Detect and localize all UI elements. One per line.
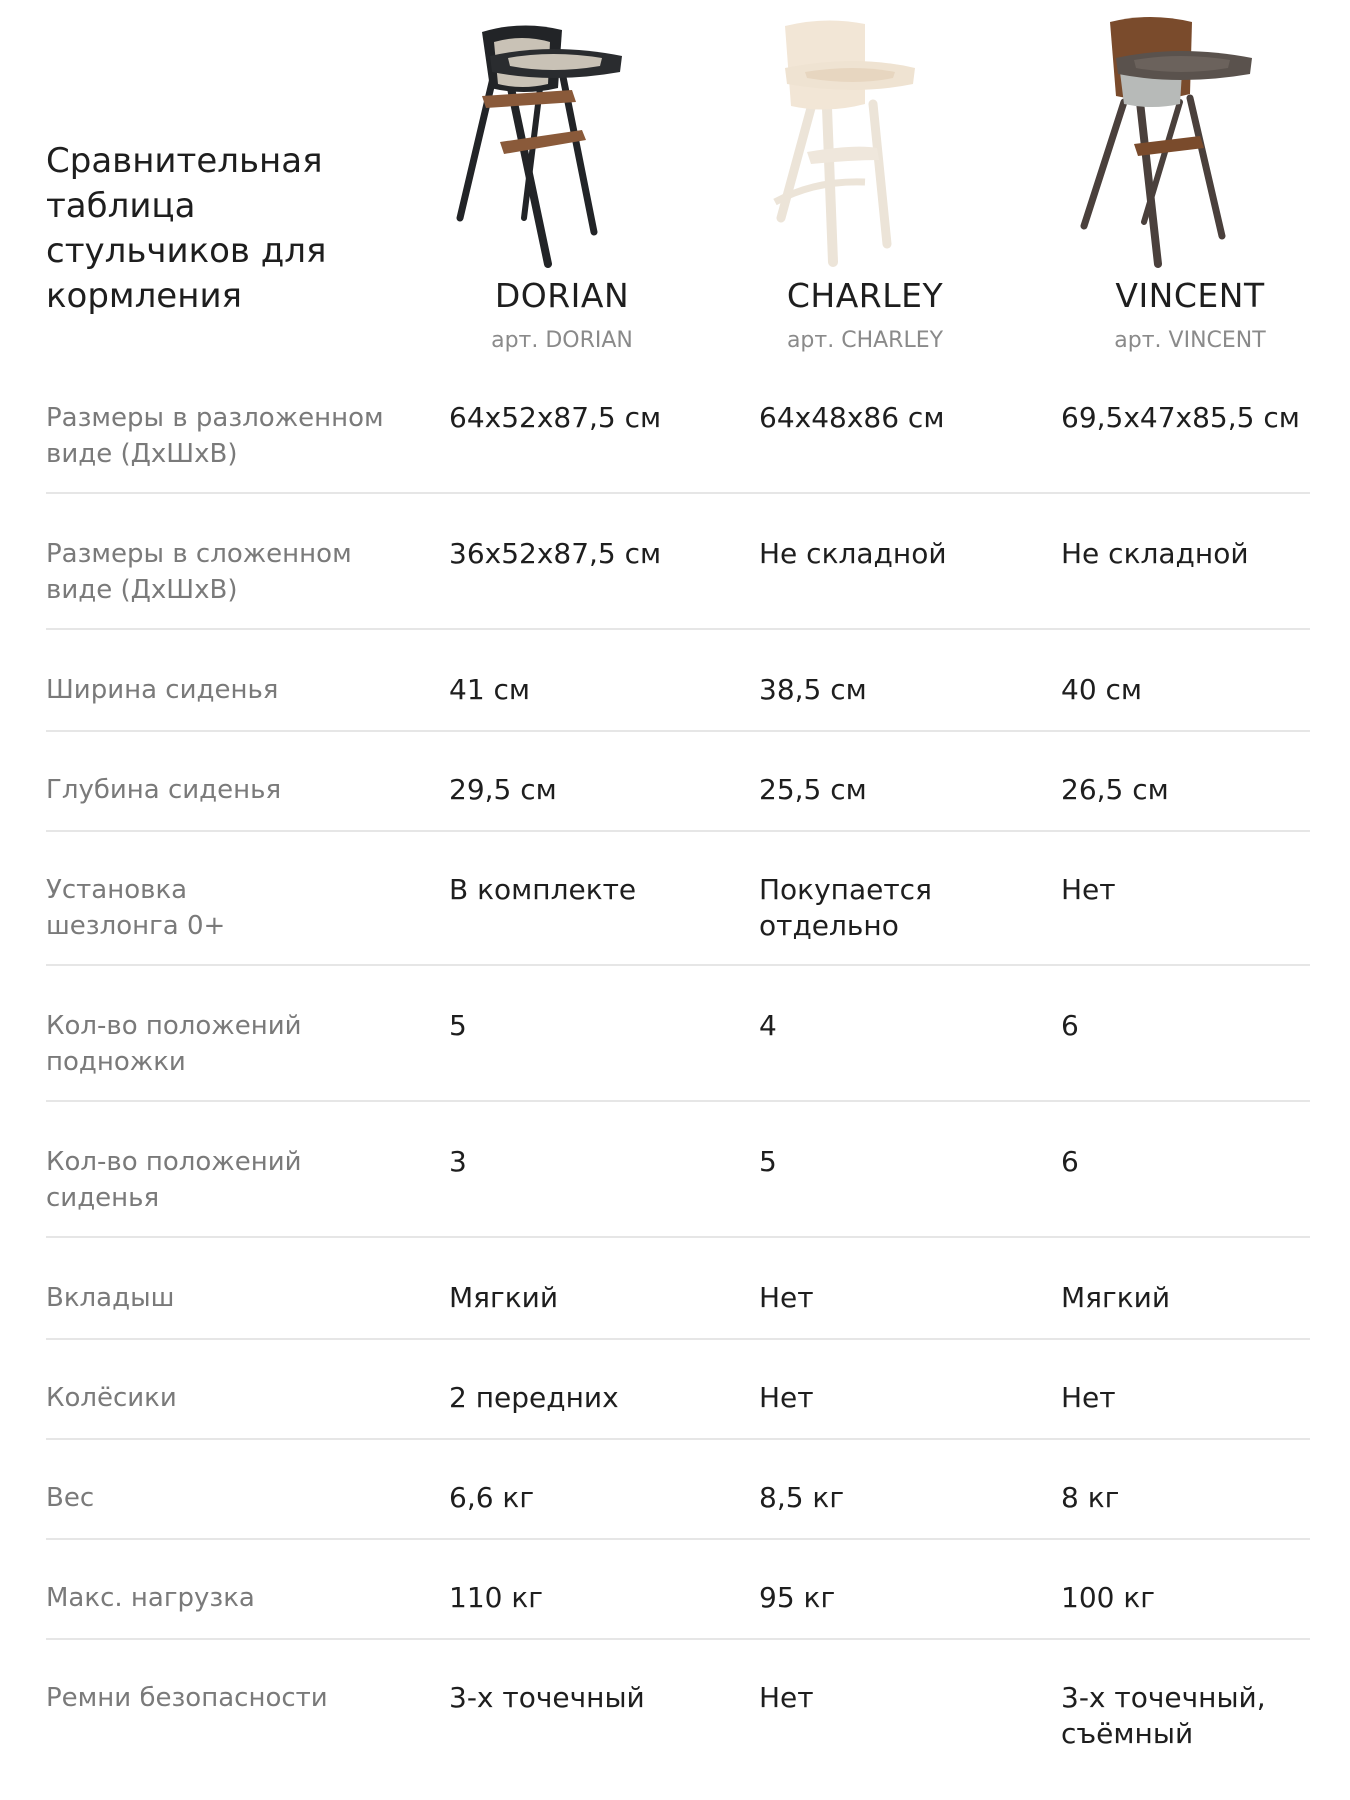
cell-charley: 8,5 кг <box>759 1481 845 1514</box>
cell-vincent: 26,5 см <box>1061 773 1169 806</box>
cell-charley: 95 кг <box>759 1581 836 1614</box>
table-row <box>46 1008 1310 1102</box>
cell-dorian: 110 кг <box>449 1581 543 1614</box>
cell-dorian: 64x52x87,5 см <box>449 401 662 434</box>
row-label: Кол-во положений подножки <box>46 1011 302 1077</box>
table-row <box>46 1480 1310 1540</box>
cell-vincent: 6 <box>1061 1009 1079 1042</box>
row-label: Глубина сиденья <box>46 775 282 805</box>
cell-charley: 4 <box>759 1009 777 1042</box>
cell-charley: 38,5 см <box>759 673 867 706</box>
cell-dorian: 36x52x87,5 см <box>449 537 662 570</box>
row-label: Макс. нагрузка <box>46 1583 255 1613</box>
cell-vincent: 8 кг <box>1061 1481 1120 1514</box>
cell-charley: Не складной <box>759 537 947 570</box>
table-row <box>46 672 1310 732</box>
cell-charley: Нет <box>759 1381 814 1414</box>
cell-vincent: 6 <box>1061 1145 1079 1178</box>
product-name: VINCENT <box>1115 276 1265 315</box>
row-label: Размеры в разложенном виде (ДхШхВ) <box>46 403 384 469</box>
product-article: арт. VINCENT <box>1114 328 1266 353</box>
cell-charley: 25,5 см <box>759 773 867 806</box>
cell-vincent: Не складной <box>1061 537 1249 570</box>
row-label: Колёсики <box>46 1383 177 1413</box>
cell-vincent: 69,5x47x85,5 см <box>1061 401 1300 434</box>
product-article: арт. CHARLEY <box>786 328 944 353</box>
dorian-chair-photo <box>412 12 712 274</box>
product-name: CHARLEY <box>786 276 944 315</box>
table-row <box>46 1580 1310 1640</box>
cell-charley: 64x48x86 см <box>759 401 945 434</box>
cell-dorian: 3-х точечный <box>449 1681 645 1714</box>
row-label: Вкладыш <box>46 1283 175 1313</box>
cell-dorian: 3 <box>449 1145 467 1178</box>
table-row <box>46 1144 1310 1238</box>
cell-vincent: Мягкий <box>1061 1281 1171 1314</box>
cell-vincent: Нет <box>1061 873 1116 906</box>
row-label: Ремни безопасности <box>46 1683 328 1713</box>
cell-dorian: 41 см <box>449 673 531 706</box>
table-row <box>46 536 1310 630</box>
table-row <box>46 400 1310 494</box>
table-row <box>46 1280 1310 1340</box>
table-row <box>46 1680 1310 1772</box>
cell-charley: Нет <box>759 1281 814 1314</box>
cell-vincent: 100 кг <box>1061 1581 1155 1614</box>
row-label: Кол-во положений сиденья <box>46 1147 302 1213</box>
cell-vincent: 3-х точечный, съёмный <box>1061 1681 1266 1750</box>
vincent-chair-photo <box>1040 12 1340 274</box>
charley-chair-photo <box>715 12 1015 274</box>
table-row <box>46 872 1310 966</box>
cell-dorian: 6,6 кг <box>449 1481 535 1514</box>
product-article: арт. DORIAN <box>491 328 633 353</box>
cell-dorian: В комплекте <box>449 873 637 906</box>
page-title: Сравнительная таблица стульчиков для кормления <box>46 141 327 316</box>
cell-charley: 5 <box>759 1145 777 1178</box>
cell-charley: Покупается отдельно <box>759 873 932 942</box>
cell-dorian: 2 передних <box>449 1381 619 1414</box>
table-row <box>46 1380 1310 1440</box>
cell-dorian: 29,5 см <box>449 773 557 806</box>
cell-charley: Нет <box>759 1681 814 1714</box>
row-label: Размеры в сложенном виде (ДхШхВ) <box>46 539 352 605</box>
row-label: Ширина сиденья <box>46 675 279 705</box>
row-label: Установка шезлонга 0+ <box>46 875 226 941</box>
row-label: Вес <box>46 1483 95 1513</box>
table-row <box>46 772 1310 832</box>
cell-dorian: 5 <box>449 1009 467 1042</box>
cell-dorian: Мягкий <box>449 1281 559 1314</box>
product-name: DORIAN <box>494 276 630 315</box>
cell-vincent: 40 см <box>1061 673 1143 706</box>
cell-vincent: Нет <box>1061 1381 1116 1414</box>
